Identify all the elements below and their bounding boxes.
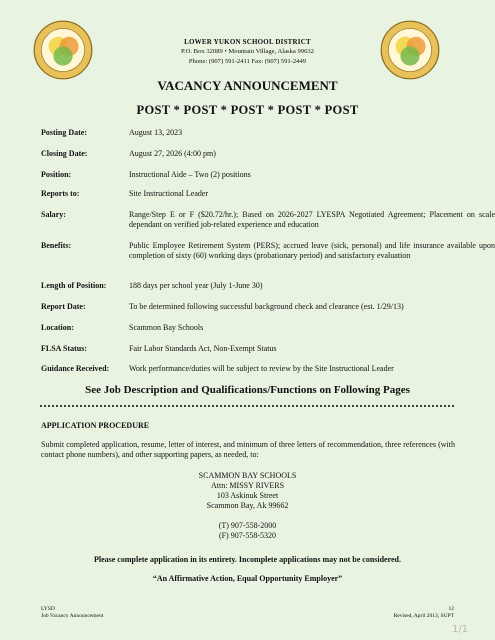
field-value: 188 days per school year (July 1-June 30) [129,281,263,290]
application-procedure-text: Submit completed application, resume, letter of interest, and minimum of three letters of recommendation, three references (with contact phone numbers), and other supporting papers, as needed, to: [41,440,455,459]
page-title: VACANCY ANNOUNCEMENT [157,78,338,93]
footer-revised: Revised, April 2013, SUPT [393,613,454,619]
field-label: Benefits: [41,241,72,250]
field-value: To be determined following successful background check and clearance (est. 1/29/13) [129,302,404,311]
district-name: LOWER YUKON SCHOOL DISTRICT [184,38,311,46]
address-line: Scammon Bay, Ak 99662 [206,501,289,510]
dotted-divider [39,404,456,408]
field-value: Work performance/duties will be subject to review by the Site Instructional Leader [129,364,394,373]
footer-right [360,606,454,620]
field-value: Site Instructional Leader [129,189,209,198]
field-value: Range/Step E or F ($20.72/hr.); Based on 2026-2027 LYESPA Negotiated Agreement; Placement on scale dependant on verified job-related experience and education [129,210,495,229]
field-label: Closing Date: [41,149,88,158]
page-counter: 1/1 [452,624,469,635]
field-value: August 27, 2026 (4:00 pm) [129,149,216,158]
field-label: Report Date: [41,302,86,311]
application-procedure-heading: APPLICATION PROCEDURE [41,421,150,430]
district-phone: Phone: (907) 591-2411 Fax: (907) 591-2449 [188,58,307,65]
address-line [0,511,495,521]
footer-number: 12 [448,606,454,612]
mailing-address-block [0,471,495,541]
field-value: Fair Labor Standards Act, Non-Exempt Status [129,344,277,353]
field-label: Posting Date: [41,128,87,137]
address-line: SCAMMON BAY SCHOOLS [198,471,297,480]
address-line: (T) 907-558-2000 [218,521,277,530]
address-line: Attn: MISSY RIVERS [210,481,285,490]
field-value: Scammon Bay Schools [129,323,204,332]
field-label: Length of Position: [41,281,107,290]
post-line: POST * POST * POST * POST * POST [136,103,359,117]
see-job-description-note: See Job Description and Qualifications/Functions on Following Pages [85,384,410,396]
footer-left [41,606,103,620]
footer-doc-name: Job Vacancy Announcement [41,613,104,619]
field-label: Location: [41,323,74,332]
address-line: (F) 907-558-5320 [218,531,277,540]
field-label: Salary: [41,210,66,219]
field-label: Position: [41,170,72,179]
footer-org: LYSD [41,606,55,612]
district-address: P.O. Box 32089 • Mountain Village, Alaska 99632 [181,48,314,55]
address-line: 103 Askinuk Street [216,491,279,500]
field-value: Public Employee Retirement System (PERS); accrued leave (sick, personal) and life insurance available upon completion of sixty (60) working days (probationary period) and satisfactory evaluation [129,241,495,260]
field-label: Guidance Received: [41,364,110,373]
complete-application-notice: Please complete application in its entirety. Incomplete applications may not be considered. [93,555,402,564]
field-value: August 13, 2023 [129,128,183,137]
field-label: FLSA Status: [41,344,88,353]
equal-opportunity-statement: “An Affirmative Action, Equal Opportunity Employer” [152,574,343,583]
field-value: Instructional Aide – Two (2) positions [129,170,251,179]
field-label: Reports to: [41,189,80,198]
